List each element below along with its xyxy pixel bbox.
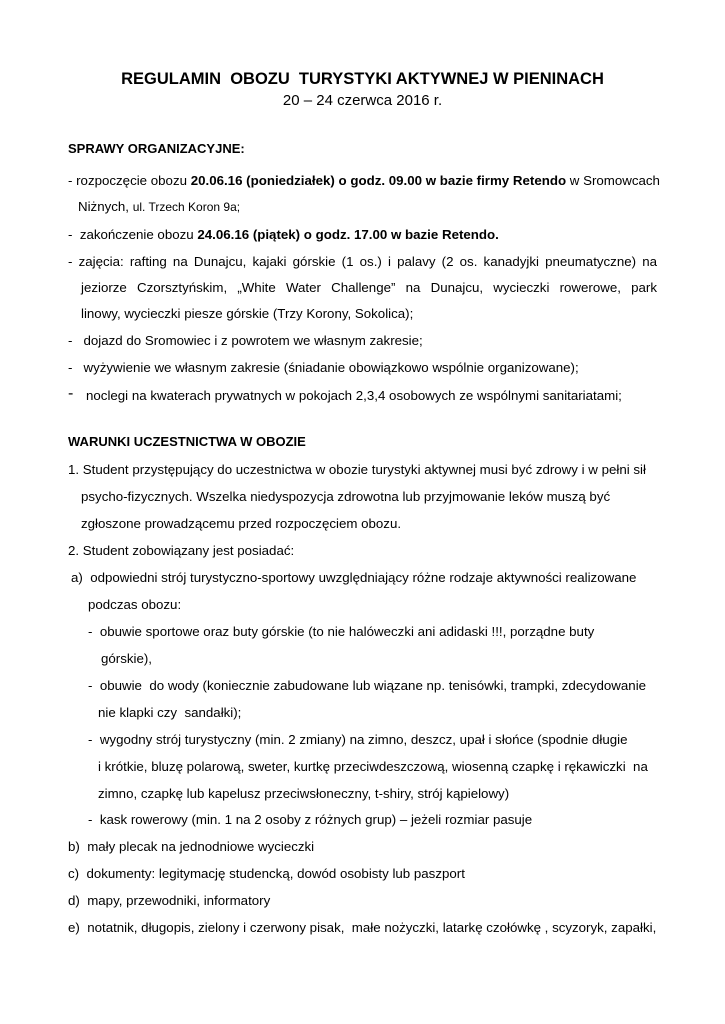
section-heading-organizational: SPRAWY ORGANIZACYJNE:	[68, 141, 245, 156]
sub-item-shoes-continued: górskie),	[101, 651, 152, 666]
item-d: d) mapy, przewodniki, informatory	[68, 893, 271, 908]
list-item-start-continued	[78, 198, 240, 216]
page-subtitle: 20 – 24 czerwca 2016 r.	[282, 92, 443, 109]
lodging-dash: -	[68, 385, 74, 402]
page-title: REGULAMIN OBOZU TURYSTYKI AKTYWNEJ W PIENINACH	[121, 70, 604, 88]
condition-1-continued: zgłoszone prowadzącemu przed rozpoczęciem obozu.	[81, 516, 402, 531]
sub-item-water-shoes: - obuwie do wody (koniecznie zabudowane lub wiązane np. tenisówki, trampki, zdecydowanie	[88, 678, 647, 693]
sub-item-shoes: - obuwie sportowe oraz buty górskie (to nie halóweczki ani adidaski !!!, porządne buty	[88, 624, 595, 639]
start-prefix: - rozpoczęcie obozu	[68, 173, 191, 188]
end-bold: 24.06.16 (piątek) o godz. 17.00 w bazie Retendo.	[197, 227, 499, 242]
item-e: e) notatnik, długopis, zielony i czerwony pisak, małe nożyczki, latarkę czołówkę , scyzoryk, zapałki,	[68, 920, 657, 935]
list-item-end	[68, 226, 499, 244]
end-prefix: - zakończenie obozu	[68, 227, 198, 242]
item-b: b) mały plecak na jednodniowe wycieczki	[68, 839, 315, 854]
list-item-activities: - zajęcia: rafting na Dunajcu, kajaki górskie (1 os.) i palavy (2 os. kanadyjki pneumatyczne) na	[68, 254, 657, 269]
condition-1: 1. Student przystępujący do uczestnictwa w obozie turystyki aktywnej musi być zdrowy i w pełni sił	[68, 462, 646, 477]
item-a: a) odpowiedni strój turystyczno-sportowy uwzględniający różne rodzaje aktywności realizowane	[71, 570, 637, 585]
start-suffix: w Sromowcach	[566, 173, 660, 188]
sub-item-clothing: - wygodny strój turystyczny (min. 2 zmiany) na zimno, deszcz, upał i słońce (spodnie długie	[88, 732, 628, 747]
condition-1-continued: psycho-fizycznych. Wszelka niedyspozycja zdrowotna lub przyjmowanie leków muszą być	[81, 489, 611, 504]
list-item-activities-continued: jeziorze Czorsztyńskim, „White Water Challenge” na Dunajcu, wycieczki rowerowe, park	[81, 280, 657, 295]
sub-item-clothing-continued: i krótkie, bluzę polarową, sweter, kurtkę przeciwdeszczową, wiosenną czapkę i rękawiczki na	[98, 759, 648, 774]
start-address: ul. Trzech Koron 9a;	[132, 200, 241, 214]
sub-item-helmet: - kask rowerowy (min. 1 na 2 osoby z różnych grup) – jeżeli rozmiar pasuje	[88, 812, 533, 827]
list-item-food: - wyżywienie we własnym zakresie (śniadanie obowiązkowo wspólnie organizowane);	[68, 360, 579, 375]
list-item-transport: - dojazd do Sromowiec i z powrotem we własnym zakresie;	[68, 333, 423, 348]
start-bold: 20.06.16 (poniedziałek) o godz. 09.00 w bazie firmy Retendo	[190, 173, 567, 188]
section-heading-conditions: WARUNKI UCZESTNICTWA W OBOZIE	[68, 434, 306, 449]
start-line2: Niżnych,	[78, 199, 133, 214]
condition-2: 2. Student zobowiązany jest posiadać:	[68, 543, 295, 558]
item-a-continued: podczas obozu:	[88, 597, 182, 612]
list-item-start	[68, 172, 660, 190]
sub-item-clothing-continued: zimno, czapkę lub kapelusz przeciwsłoneczny, t-shiry, strój kąpielowy)	[98, 786, 510, 801]
list-item-activities-continued: linowy, wycieczki piesze górskie (Trzy Korony, Sokolica);	[81, 306, 414, 321]
item-c: c) dokumenty: legitymację studencką, dowód osobisty lub paszport	[68, 866, 465, 881]
sub-item-water-shoes-continued: nie klapki czy sandałki);	[98, 705, 242, 720]
list-item-lodging: noclegi na kwaterach prywatnych w pokojach 2,3,4 osobowych ze wspólnymi sanitariatami;	[86, 388, 622, 403]
